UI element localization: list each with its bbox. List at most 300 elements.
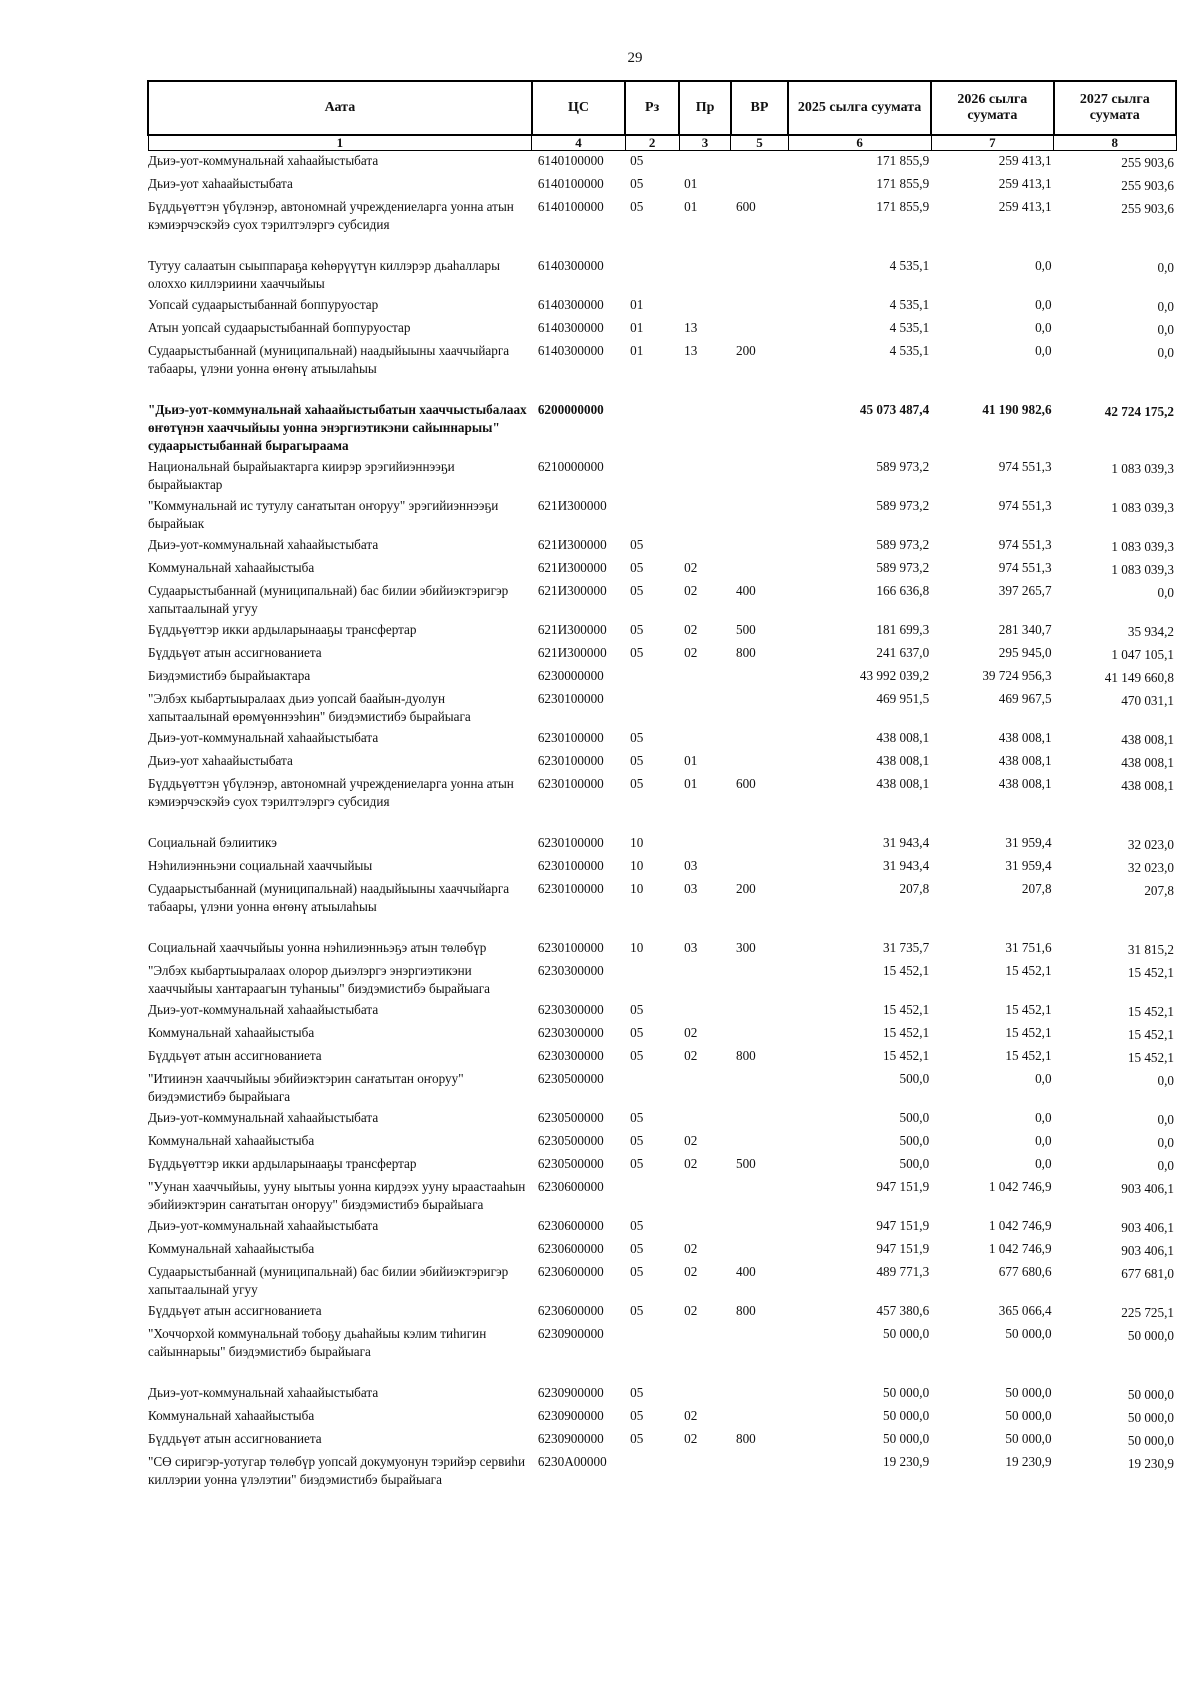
cell-amount-2027: 1 083 039,3	[1111, 500, 1174, 515]
cell-vr	[731, 1239, 788, 1262]
cell-name: Дьиэ-уот хаһаайыстыбата	[148, 176, 293, 191]
header-vr: ВР	[731, 81, 788, 135]
cell-amount-2026: 50 000,0	[1005, 1326, 1052, 1341]
cell-amount-2026: 0,0	[1035, 343, 1052, 358]
cell-cs-code: 6140100000	[537, 176, 604, 191]
cell-cs-code: 6230300000	[537, 1048, 604, 1063]
cell-amount-2025: 50 000,0	[883, 1326, 930, 1341]
cell-amount-2026: 0,0	[1035, 297, 1052, 312]
cell-vr: 200	[735, 881, 756, 896]
cell-amount-2026: 365 066,4	[998, 1303, 1052, 1318]
cell-amount-2026: 15 452,1	[1005, 963, 1052, 978]
cell-cs-code: 6230000000	[537, 668, 604, 683]
cell-amount-2027: 41 149 660,8	[1104, 670, 1174, 685]
cell-amount-2026: 41 190 982,6	[982, 402, 1052, 417]
cell-amount-2027: 903 406,1	[1121, 1220, 1174, 1235]
cell-amount-2027: 32 023,0	[1127, 837, 1174, 852]
cell-cs-code: 6230600000	[537, 1303, 604, 1318]
cell-amount-2026: 677 680,6	[998, 1264, 1052, 1279]
cell-vr	[731, 1000, 788, 1023]
cell-cs-code: 6230300000	[537, 1002, 604, 1017]
cell-amount-2026: 19 230,9	[1005, 1454, 1052, 1469]
cell-pr: 02	[684, 1025, 698, 1040]
cell-rz	[625, 256, 679, 295]
cell-name: Дьиэ-уот-коммунальнай хаһаайыстыбата	[148, 1002, 379, 1017]
cell-vr	[731, 1177, 788, 1216]
cell-vr	[731, 400, 788, 457]
cell-amount-2026: 0,0	[1035, 1133, 1052, 1148]
cell-amount-2027: 0,0	[1157, 1112, 1174, 1127]
cell-name: Коммунальнай хаһаайыстыба	[148, 560, 315, 575]
cell-amount-2027: 255 903,6	[1121, 201, 1174, 216]
table-row	[148, 496, 1176, 535]
cell-rz	[625, 1069, 679, 1108]
table-body	[148, 151, 1176, 1492]
cell-pr: 02	[684, 1408, 698, 1423]
cell-pr: 02	[684, 1431, 698, 1446]
cell-name: Социальнай хааччыйыы уонна нэһилиэнньэҕэ атын төлөбүр	[148, 940, 487, 955]
cell-amount-2026: 0,0	[1035, 1071, 1052, 1086]
cell-amount-2026: 259 413,1	[998, 199, 1052, 214]
page-number: 29	[627, 50, 643, 66]
table-row	[148, 1177, 1176, 1216]
cell-amount-2027: 438 008,1	[1121, 778, 1174, 793]
cell-vr	[731, 1069, 788, 1108]
cell-name: Судаарыстыбаннай (муниципальнай) бас билии эбийиэктэригэр хапытаалынай угуу	[148, 583, 509, 616]
cell-name: Судаарыстыбаннай (муниципальнай) наадыйыыны хааччыйарга табаары, үлэни уонна өҥөнү атыылаһыы	[148, 881, 510, 914]
cell-amount-2025: 489 771,3	[876, 1264, 930, 1279]
header-colnum-rz: 2	[625, 135, 679, 151]
cell-amount-2027: 50 000,0	[1127, 1410, 1174, 1425]
cell-name: "Дьиэ-уот-коммунальнай хаһаайыстыбатын хааччыстыбалаах өҥөтүнэн хааччыйыы уонна энэргиэтикэни сайыннарыы" судаарыстыбаннай бырагыраама	[148, 402, 527, 453]
table-row	[148, 1216, 1176, 1239]
cell-amount-2027: 15 452,1	[1127, 1004, 1174, 1019]
table-row	[148, 728, 1176, 751]
header-colnum-name: 1	[148, 135, 532, 151]
cell-vr	[731, 1406, 788, 1429]
cell-amount-2026: 974 551,3	[998, 537, 1052, 552]
cell-amount-2025: 31 735,7	[883, 940, 930, 955]
cell-vr	[731, 728, 788, 751]
table-row	[148, 1452, 1176, 1491]
cell-name: Бүддьүөттэн үбүлэнэр, автономнай учреждениеларга уонна атын кэмиэрчэскэйэ суох тэрилтэлэргэ субсидия	[148, 776, 514, 809]
cell-amount-2026: 469 967,5	[998, 691, 1052, 706]
cell-vr: 800	[735, 1048, 756, 1063]
cell-vr: 500	[735, 622, 756, 637]
cell-vr: 400	[735, 583, 756, 598]
cell-cs-code: 6140300000	[537, 320, 604, 335]
cell-rz	[625, 1452, 679, 1491]
cell-amount-2027: 15 452,1	[1127, 1050, 1174, 1065]
cell-amount-2027: 438 008,1	[1121, 732, 1174, 747]
cell-amount-2026: 1 042 746,9	[988, 1241, 1052, 1256]
cell-amount-2025: 438 008,1	[876, 730, 930, 745]
cell-amount-2025: 31 943,4	[883, 858, 930, 873]
cell-name: "СӨ сиригэр-уотугар төлөбүр уопсай докумуонун тэрийэр сервиһи киллэрии уонна үлэлэтии" биэдэмистибэ бырайыага	[148, 1454, 526, 1487]
cell-rz: 10	[630, 835, 644, 850]
cell-amount-2026: 0,0	[1035, 1156, 1052, 1171]
cell-cs-code: 6140300000	[537, 297, 604, 312]
cell-amount-2026: 1 042 746,9	[988, 1218, 1052, 1233]
cell-vr	[731, 856, 788, 879]
cell-rz: 05	[630, 1408, 644, 1423]
cell-cs-code: 6140300000	[537, 343, 604, 358]
cell-pr	[679, 295, 731, 318]
cell-vr	[731, 1131, 788, 1154]
cell-pr: 13	[684, 343, 698, 358]
cell-name: Дьиэ-уот-коммунальнай хаһаайыстыбата	[148, 1110, 379, 1125]
cell-rz: 05	[630, 622, 644, 637]
table-row	[148, 1069, 1176, 1108]
cell-amount-2025: 589 973,2	[876, 560, 930, 575]
table-row	[148, 1131, 1176, 1154]
table-row	[148, 856, 1176, 879]
cell-cs-code: 6230500000	[537, 1156, 604, 1171]
cell-amount-2027: 19 230,9	[1127, 1456, 1174, 1471]
header-colnum-vr: 5	[731, 135, 788, 151]
cell-name: Бүддьүөттэн үбүлэнэр, автономнай учреждениеларга уонна атын кэмиэрчэскэйэ суох тэрилтэлэргэ субсидия	[148, 199, 514, 232]
cell-rz	[625, 1177, 679, 1216]
cell-name: Бүддьүөт атын ассигнованиета	[148, 1048, 322, 1063]
cell-rz: 05	[630, 645, 644, 660]
cell-amount-2025: 500,0	[899, 1071, 930, 1086]
table-row	[148, 174, 1176, 197]
header-colnum-cs: 4	[532, 135, 625, 151]
cell-amount-2027: 255 903,6	[1121, 155, 1174, 170]
table-row	[148, 643, 1176, 666]
table-row	[148, 558, 1176, 581]
table-row	[148, 400, 1176, 457]
table-row	[148, 1262, 1176, 1301]
cell-pr	[679, 728, 731, 751]
table-row	[148, 774, 1176, 833]
table-row	[148, 341, 1176, 400]
cell-name: Дьиэ-уот-коммунальнай хаһаайыстыбата	[148, 1385, 379, 1400]
cell-vr: 800	[735, 1431, 756, 1446]
cell-name: "Хоччорхой коммунальнай тобоҕу дьаһайыы кэлим тиһигин сайыннарыы" биэдэмистибэ бырайыага	[148, 1326, 487, 1359]
header-colnum-pr: 3	[679, 135, 731, 151]
cell-name: Национальнай бырайыактарга киирэр эрэгийиэннээҕи бырайыактар	[148, 459, 455, 492]
cell-rz: 05	[630, 176, 644, 191]
table-row	[148, 620, 1176, 643]
cell-name: Судаарыстыбаннай (муниципальнай) бас билии эбийиэктэригэр хапытаалынай угуу	[148, 1264, 509, 1297]
cell-amount-2025: 15 452,1	[883, 1048, 930, 1063]
cell-amount-2026: 50 000,0	[1005, 1385, 1052, 1400]
cell-name: Бүддьүөт атын ассигнованиета	[148, 1303, 322, 1318]
cell-amount-2026: 0,0	[1035, 1110, 1052, 1125]
header-2026: 2026 сылга суумата	[931, 81, 1053, 135]
cell-name: "Элбэх кыбартыыралаах дьиэ уопсай баайын-дуолун хапытаалынай өрөмүөннээһин" биэдэмистибэ бырайыага	[148, 691, 471, 724]
cell-cs-code: 6230600000	[537, 1218, 604, 1233]
cell-amount-2025: 171 855,9	[876, 199, 930, 214]
cell-vr	[731, 1324, 788, 1383]
cell-rz: 05	[630, 560, 644, 575]
cell-pr	[679, 256, 731, 295]
cell-amount-2025: 947 151,9	[876, 1241, 930, 1256]
cell-amount-2025: 19 230,9	[883, 1454, 930, 1469]
table-row	[148, 535, 1176, 558]
cell-amount-2027: 1 047 105,1	[1111, 647, 1174, 662]
cell-vr	[731, 558, 788, 581]
cell-vr	[731, 666, 788, 689]
cell-rz: 05	[630, 1025, 644, 1040]
cell-vr: 500	[735, 1156, 756, 1171]
cell-pr: 02	[684, 560, 698, 575]
table-row	[148, 151, 1176, 175]
cell-amount-2026: 207,8	[1021, 881, 1052, 896]
cell-cs-code: 621И300000	[537, 560, 607, 575]
cell-pr	[679, 689, 731, 728]
cell-amount-2027: 903 406,1	[1121, 1243, 1174, 1258]
cell-name: Нэһилиэнньэни социальнай хааччыйыы	[148, 858, 373, 873]
cell-vr	[731, 1023, 788, 1046]
cell-rz: 10	[630, 858, 644, 873]
table-row	[148, 833, 1176, 856]
cell-name: Дьиэ-уот хаһаайыстыбата	[148, 753, 293, 768]
cell-name: Бүддьүөттэр икки ардыларынааҕы трансфертар	[148, 1156, 417, 1171]
cell-cs-code: 6230300000	[537, 1025, 604, 1040]
cell-amount-2027: 0,0	[1157, 1073, 1174, 1088]
cell-vr: 300	[735, 940, 756, 955]
cell-amount-2027: 1 083 039,3	[1111, 461, 1174, 476]
cell-amount-2027: 677 681,0	[1121, 1266, 1174, 1281]
cell-amount-2026: 50 000,0	[1005, 1408, 1052, 1423]
cell-cs-code: 6230900000	[537, 1385, 604, 1400]
cell-amount-2025: 50 000,0	[883, 1431, 930, 1446]
cell-cs-code: 6230100000	[537, 835, 604, 850]
cell-cs-code: 6230900000	[537, 1326, 604, 1341]
cell-name: Коммунальнай хаһаайыстыба	[148, 1408, 315, 1423]
cell-name: Бүддьүөт атын ассигнованиета	[148, 1431, 322, 1446]
cell-amount-2027: 0,0	[1157, 299, 1174, 314]
cell-amount-2025: 171 855,9	[876, 176, 930, 191]
cell-pr	[679, 833, 731, 856]
cell-pr: 01	[684, 776, 698, 791]
cell-amount-2026: 15 452,1	[1005, 1002, 1052, 1017]
cell-amount-2027: 50 000,0	[1127, 1433, 1174, 1448]
table-row	[148, 318, 1176, 341]
header-name: Аата	[148, 81, 532, 135]
table-row	[148, 1000, 1176, 1023]
cell-amount-2027: 31 815,2	[1127, 942, 1174, 957]
cell-rz: 05	[630, 1385, 644, 1400]
cell-amount-2027: 0,0	[1157, 322, 1174, 337]
cell-amount-2026: 974 551,3	[998, 459, 1052, 474]
cell-rz: 05	[630, 199, 644, 214]
cell-rz: 10	[630, 940, 644, 955]
cell-amount-2027: 207,8	[1144, 883, 1174, 898]
cell-amount-2026: 438 008,1	[998, 730, 1052, 745]
cell-pr: 02	[684, 1241, 698, 1256]
table-row	[148, 689, 1176, 728]
cell-amount-2026: 31 751,6	[1005, 940, 1052, 955]
cell-name: "Коммунальнай ис тутулу саҥатытан оҥоруу" эрэгийиэннээҕи бырайыак	[148, 498, 499, 531]
table-header	[148, 81, 1176, 151]
cell-cs-code: 6230500000	[537, 1110, 604, 1125]
table-row	[148, 1046, 1176, 1069]
cell-rz	[625, 457, 679, 496]
header-colnum-2025: 6	[788, 135, 931, 151]
cell-amount-2026: 39 724 956,3	[982, 668, 1052, 683]
cell-pr	[679, 1000, 731, 1023]
cell-cs-code: 6140100000	[537, 199, 604, 214]
cell-amount-2026: 31 959,4	[1005, 858, 1052, 873]
cell-amount-2025: 207,8	[899, 881, 930, 896]
table-row	[148, 1154, 1176, 1177]
cell-rz: 05	[630, 730, 644, 745]
cell-amount-2025: 15 452,1	[883, 963, 930, 978]
cell-vr: 400	[735, 1264, 756, 1279]
table-row	[148, 666, 1176, 689]
cell-amount-2027: 470 031,1	[1121, 693, 1174, 708]
cell-pr: 13	[684, 320, 698, 335]
cell-pr: 01	[684, 753, 698, 768]
cell-amount-2025: 43 992 039,2	[859, 668, 930, 683]
cell-vr	[731, 295, 788, 318]
cell-cs-code: 6230100000	[537, 753, 604, 768]
cell-amount-2026: 15 452,1	[1005, 1025, 1052, 1040]
cell-rz: 01	[630, 297, 644, 312]
table-row	[148, 581, 1176, 620]
cell-vr	[731, 174, 788, 197]
cell-amount-2025: 4 535,1	[889, 320, 930, 335]
cell-pr: 01	[684, 199, 698, 214]
cell-rz: 05	[630, 1002, 644, 1017]
cell-pr: 02	[684, 645, 698, 660]
cell-rz: 05	[630, 1431, 644, 1446]
cell-rz: 05	[630, 1156, 644, 1171]
cell-rz: 05	[630, 1241, 644, 1256]
cell-amount-2025: 500,0	[899, 1156, 930, 1171]
table-row	[148, 879, 1176, 938]
cell-vr: 600	[735, 199, 756, 214]
cell-amount-2025: 15 452,1	[883, 1002, 930, 1017]
cell-rz: 10	[630, 881, 644, 896]
cell-cs-code: 6230900000	[537, 1431, 604, 1446]
cell-name: Дьиэ-уот-коммунальнай хаһаайыстыбата	[148, 153, 379, 168]
cell-name: "Уунан хааччыйыы, ууну ыытыы уонна кирдээх ууну ыраастааһын эбийиэктэрин саҥатытан оҥоруу" биэдэмистибэ бырайыага	[148, 1179, 526, 1212]
cell-name: Коммунальнай хаһаайыстыба	[148, 1025, 315, 1040]
cell-vr	[731, 751, 788, 774]
cell-rz: 05	[630, 1133, 644, 1148]
cell-rz: 05	[630, 1264, 644, 1279]
cell-name: Атын уопсай судаарыстыбаннай боппуруостар	[148, 320, 411, 335]
cell-pr: 03	[684, 881, 698, 896]
cell-vr	[731, 256, 788, 295]
cell-amount-2027: 255 903,6	[1121, 178, 1174, 193]
cell-rz	[625, 496, 679, 535]
cell-pr: 02	[684, 1133, 698, 1148]
cell-amount-2026: 0,0	[1035, 258, 1052, 273]
cell-vr	[731, 689, 788, 728]
cell-name: "Итиинэн хааччыйыы эбийиэктэрин саҥатытан оҥоруу" биэдэмистибэ бырайыага	[148, 1071, 464, 1104]
cell-pr: 03	[684, 940, 698, 955]
cell-pr	[679, 1216, 731, 1239]
cell-name: Биэдэмистибэ бырайыактара	[148, 668, 311, 683]
table-row	[148, 1383, 1176, 1406]
cell-amount-2026: 295 945,0	[998, 645, 1052, 660]
cell-name: Дьиэ-уот-коммунальнай хаһаайыстыбата	[148, 730, 379, 745]
cell-pr	[679, 496, 731, 535]
cell-amount-2026: 0,0	[1035, 320, 1052, 335]
cell-pr: 02	[684, 1303, 698, 1318]
cell-name: Дьиэ-уот-коммунальнай хаһаайыстыбата	[148, 1218, 379, 1233]
header-cs: ЦС	[532, 81, 625, 135]
cell-amount-2025: 500,0	[899, 1110, 930, 1125]
cell-amount-2025: 181 699,3	[876, 622, 930, 637]
cell-pr: 01	[684, 176, 698, 191]
cell-rz: 05	[630, 776, 644, 791]
cell-vr	[731, 318, 788, 341]
cell-amount-2026: 1 042 746,9	[988, 1179, 1052, 1194]
cell-pr	[679, 400, 731, 457]
cell-rz: 05	[630, 583, 644, 598]
cell-pr	[679, 961, 731, 1000]
cell-vr: 800	[735, 645, 756, 660]
table-row	[148, 961, 1176, 1000]
cell-amount-2027: 50 000,0	[1127, 1328, 1174, 1343]
cell-amount-2026: 397 265,7	[998, 583, 1052, 598]
table-row	[148, 1239, 1176, 1262]
cell-name: Социальнай бэлиитикэ	[148, 835, 277, 850]
table-row	[148, 1023, 1176, 1046]
cell-cs-code: 6230100000	[537, 776, 604, 791]
cell-amount-2025: 50 000,0	[883, 1385, 930, 1400]
cell-cs-code: 6200000000	[537, 402, 604, 417]
cell-amount-2027: 32 023,0	[1127, 860, 1174, 875]
cell-cs-code: 6230100000	[537, 881, 604, 896]
cell-amount-2027: 42 724 175,2	[1104, 404, 1174, 419]
cell-amount-2025: 4 535,1	[889, 258, 930, 273]
cell-amount-2025: 947 151,9	[876, 1179, 930, 1194]
cell-vr: 200	[735, 343, 756, 358]
cell-rz	[625, 1324, 679, 1383]
cell-cs-code: 6140300000	[537, 258, 604, 273]
table-row	[148, 1406, 1176, 1429]
cell-pr	[679, 1324, 731, 1383]
cell-cs-code: 6210000000	[537, 459, 604, 474]
cell-pr: 02	[684, 622, 698, 637]
cell-vr	[731, 1383, 788, 1406]
header-pr: Пр	[679, 81, 731, 135]
cell-amount-2025: 589 973,2	[876, 537, 930, 552]
cell-amount-2027: 35 934,2	[1127, 624, 1174, 639]
cell-vr	[731, 496, 788, 535]
cell-amount-2025: 589 973,2	[876, 459, 930, 474]
cell-name: Коммунальнай хаһаайыстыба	[148, 1241, 315, 1256]
cell-cs-code: 6230300000	[537, 963, 604, 978]
cell-amount-2026: 974 551,3	[998, 498, 1052, 513]
cell-vr	[731, 151, 788, 175]
header-colnum-2026: 7	[931, 135, 1053, 151]
cell-amount-2025: 171 855,9	[876, 153, 930, 168]
cell-amount-2025: 457 380,6	[876, 1303, 930, 1318]
cell-amount-2027: 0,0	[1157, 345, 1174, 360]
cell-amount-2026: 974 551,3	[998, 560, 1052, 575]
cell-amount-2025: 947 151,9	[876, 1218, 930, 1233]
cell-rz	[625, 961, 679, 1000]
cell-vr: 600	[735, 776, 756, 791]
cell-amount-2025: 4 535,1	[889, 297, 930, 312]
cell-name: Бүддьүөт атын ассигнованиета	[148, 645, 322, 660]
cell-amount-2025: 166 636,8	[876, 583, 930, 598]
header-colnum-2027: 8	[1054, 135, 1176, 151]
cell-pr: 02	[684, 1156, 698, 1171]
table-row	[148, 751, 1176, 774]
cell-rz: 05	[630, 153, 644, 168]
table-row	[148, 1301, 1176, 1324]
cell-amount-2025: 15 452,1	[883, 1025, 930, 1040]
